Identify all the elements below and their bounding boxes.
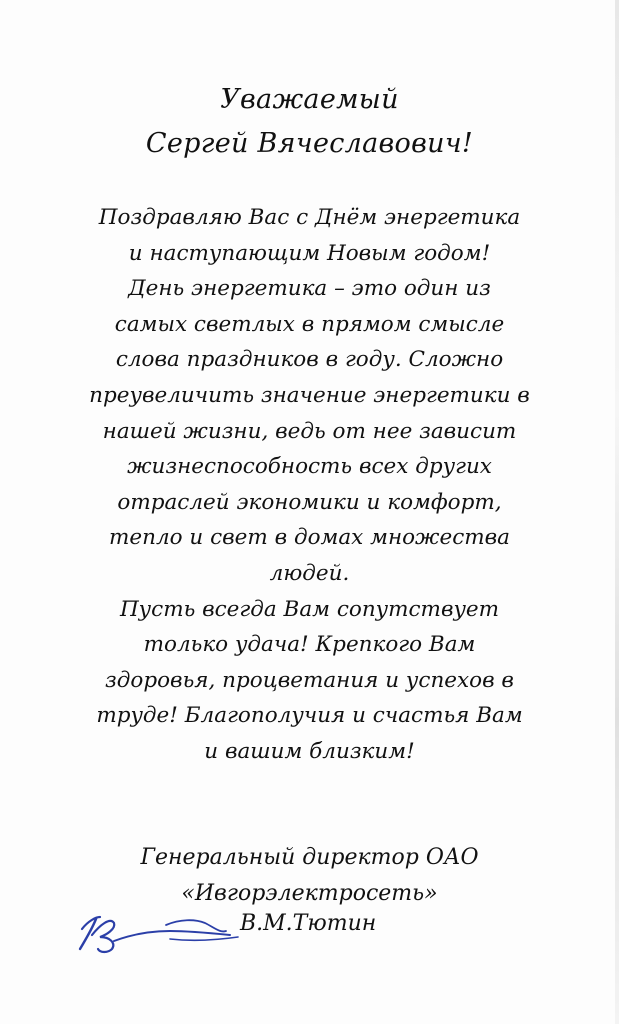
body-line: тепло и свет в домах множества (109, 525, 510, 551)
body-line: преувеличить значение энергетики в (89, 382, 530, 408)
body-line: и наступающим Новым годом! (128, 240, 491, 266)
body-line: здоровья, процветания и успехов в (105, 667, 514, 693)
letter-body (0, 200, 619, 770)
signer-name: В.М.Тютин (240, 911, 377, 936)
body-line: людей. (269, 560, 350, 586)
handwritten-signature (70, 895, 250, 965)
body-line: День энергетика – это один из (128, 276, 491, 302)
body-line: Пусть всегда Вам сопутствует (119, 596, 500, 622)
body-line: нашей жизни, ведь от нее зависит (102, 418, 517, 444)
body-line: отраслей экономики и комфорт, (117, 489, 502, 515)
body-line: жизнеспособность всех других (127, 454, 492, 480)
signature-row (70, 895, 490, 965)
signer-title: Генеральный директор ОАО (140, 845, 479, 870)
body-line: самых светлых в прямом смысле (114, 311, 505, 337)
body-line: слова праздников в году. Сложно (115, 347, 504, 373)
company-name: «Ивгорэлектросеть» (181, 881, 438, 906)
greeting-line: Сергей Вячеславович! (145, 128, 474, 159)
greeting-line: Уважаемый (220, 84, 399, 115)
greeting (0, 78, 619, 166)
body-line: Поздравляю Вас с Днём энергетика (98, 205, 521, 230)
body-line: только удача! Крепкого Вам (143, 632, 476, 658)
body-line: и вашим близким! (204, 738, 415, 764)
body-line: труде! Благополучия и счастья Вам (96, 703, 523, 729)
